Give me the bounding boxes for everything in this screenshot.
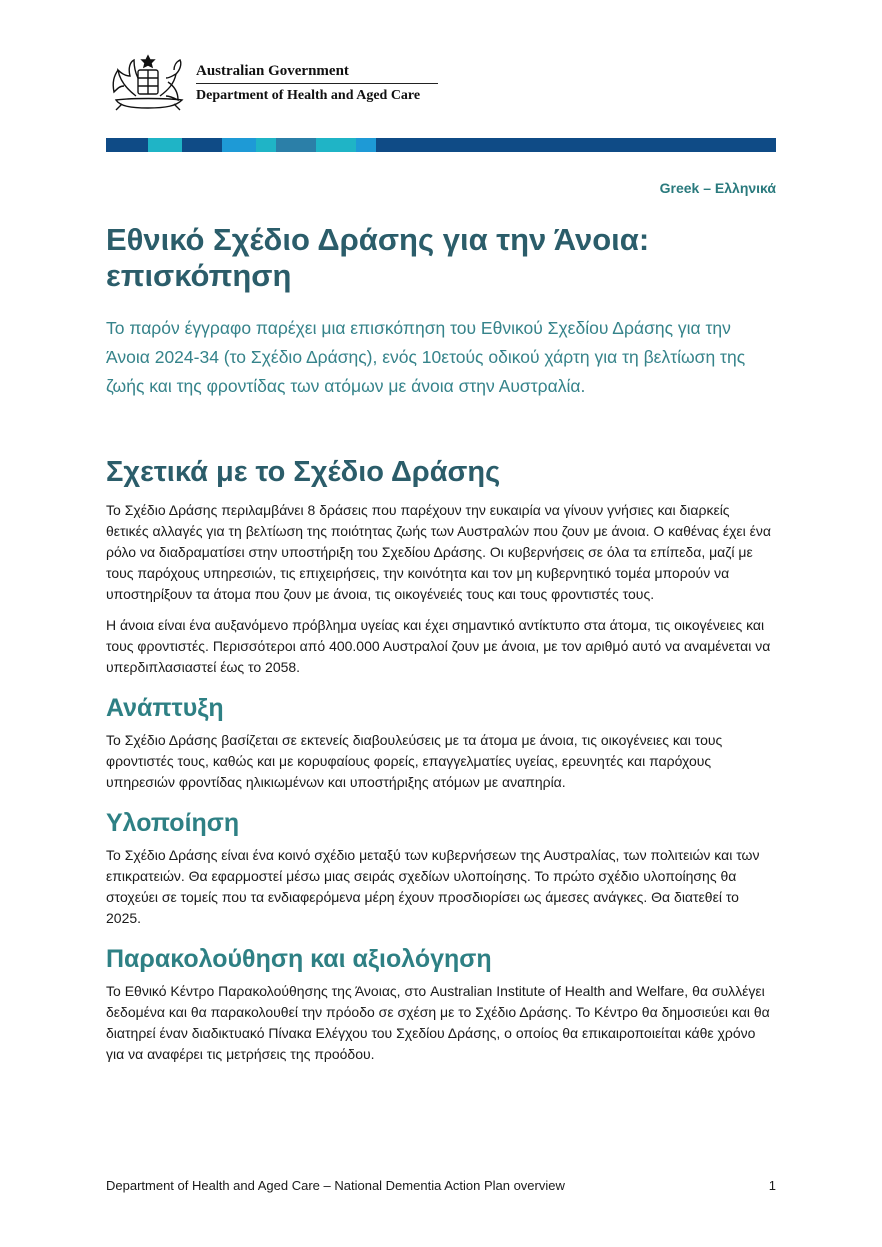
monitoring-paragraph: Το Εθνικό Κέντρο Παρακολούθησης της Άνοιας, στο Australian Institute of Health and Welfare, θα συλλέγει δεδομένα και θα παρακολουθεί την πρόοδο σε σχέση με το Σχέδιο Δράσης. Το Κέντρο θα δημοσιεύει και θα διατηρεί έναν διαδικτυακό Πίνακα Ελέγχου του Σχεδίου Δράσης, ο οποίος θα επικαιροποιείται κάθε χρόνο για να αναφέρει τις μετρήσεις της προόδου. — [106, 983, 770, 1062]
logo-divider — [196, 83, 438, 84]
page-footer — [106, 1178, 776, 1193]
page-title: Εθνικό Σχέδιο Δράσης για την Άνοια: επισκόπηση — [106, 222, 650, 293]
stripe-segment — [256, 138, 276, 152]
about-paragraph-2: Η άνοια είναι ένα αυξανόμενο πρόβλημα υγείας και έχει σημαντικό αντίκτυπο στα άτομα, τις οικογένειες και τους φροντιστές. Περισσότεροι από 400.000 Αυστραλοί ζουν με άνοια, με τον αριθμό αυτό να αναμένεται να υπερδιπλασιαστεί έως το 2058. — [106, 617, 771, 675]
government-wordmark — [196, 61, 438, 105]
org-line-1: Australian Government — [196, 63, 349, 79]
development-paragraph: Το Σχέδιο Δράσης βασίζεται σε εκτενείς διαβουλεύσεις με τα άτομα με άνοια, τις οικογένειες και τους φροντιστές τους, καθώς και με κορυφαίους φορείς, επαγγελματίες υγείας, ερευνητές και παρόχους υπηρεσιών φροντίδας ηλικιωμένων και υποστήριξης ατόμων με αναπηρία. — [106, 732, 723, 790]
coat-of-arms-icon — [106, 52, 190, 114]
stripe-segment — [106, 138, 148, 152]
stripe-segment — [276, 138, 316, 152]
implementation-paragraph: Το Σχέδιο Δράσης είναι ένα κοινό σχέδιο μεταξύ των κυβερνήσεων της Αυστραλίας, των πολιτειών και των επικρατειών. Θα εφαρμοστεί μέσω μιας σειράς σχεδίων υλοποίησης. Το πρώτο σχέδιο υλοποίησης θα στοχεύει σε τομείς που τα ενδιαφερόμενα μέρη έχουν προσδιορίσει ως άμεσες ανάγκες. Θα διατεθεί το 2025. — [106, 847, 760, 926]
page-number: 1 — [768, 1178, 776, 1193]
government-logo — [106, 52, 438, 114]
monitoring-heading: Παρακολούθηση και αξιολόγηση — [106, 945, 492, 973]
stripe-segment — [356, 138, 376, 152]
main-content — [106, 450, 776, 1075]
intro-paragraph: Το παρόν έγγραφο παρέχει μια επισκόπηση του Εθνικού Σχεδίου Δράσης για την Άνοια 2024-34 (το Σχέδιο Δράσης), ενός 10ετούς οδικού χάρτη για τη βελτίωση της ζωής και της φροντίδας των ατόμων με άνοια στην Αυστραλία. — [106, 318, 746, 396]
stripe-segment — [316, 138, 356, 152]
about-paragraph-1: Το Σχέδιο Δράσης περιλαμβάνει 8 δράσεις που παρέχουν την ευκαιρία να γίνουν γνήσιες και διαρκείς θετικές αλλαγές για τη βελτίωση της ποιότητας ζωής των Αυστραλών που ζουν με άνοια. Ο καθένας έχει ένα ρόλο να διαδραματίσει στην υποστήριξη του Σχεδίου Δράσης. Οι κυβερνήσεις σε όλα τα επίπεδα, μαζί με τους παρόχους υπηρεσιών, τις επιχειρήσεις, την κοινότητα και τον μη κυβερνητικό τομέα μπορούν να υποστηρίξουν τα άτομα που ζουν με άνοια, τις οικογένειές τους και τους φροντιστές τους. — [106, 502, 772, 602]
footer-text: Department of Health and Aged Care – National Dementia Action Plan overview — [106, 1178, 565, 1193]
stripe-segment — [376, 138, 776, 152]
brand-stripe — [106, 138, 776, 152]
about-heading: Σχετικά με το Σχέδιο Δράσης — [106, 456, 501, 488]
stripe-segment — [148, 138, 182, 152]
stripe-segment — [182, 138, 222, 152]
development-heading: Ανάπτυξη — [106, 694, 224, 722]
org-line-2: Department of Health and Aged Care — [196, 88, 421, 103]
stripe-segment — [222, 138, 256, 152]
implementation-heading: Υλοποίηση — [106, 809, 240, 837]
language-label: Greek – Ελληνικά — [659, 180, 776, 196]
